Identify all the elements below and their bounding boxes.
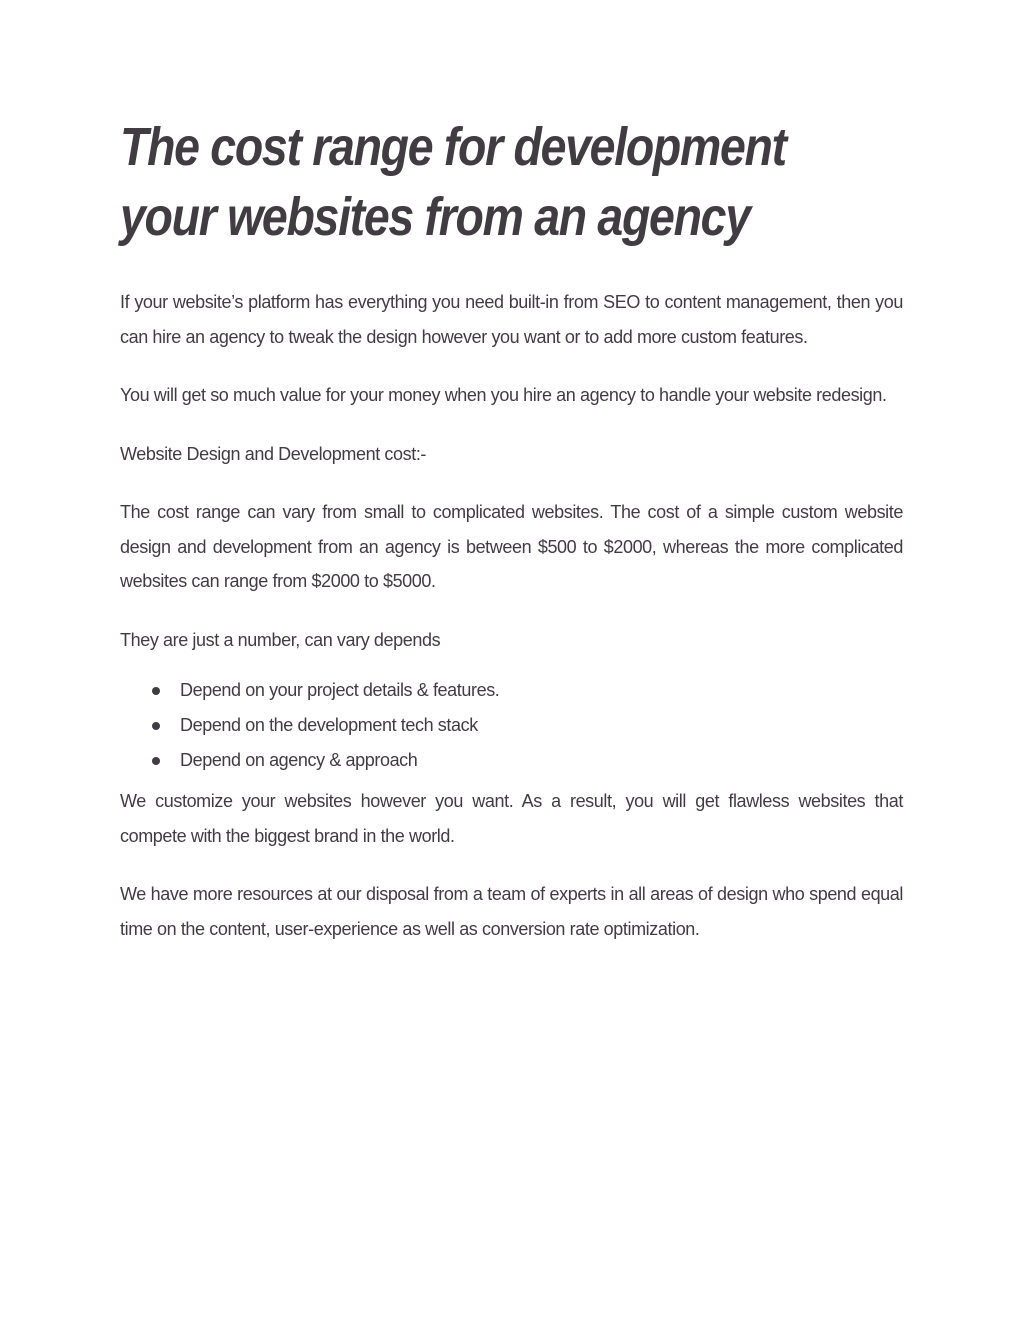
list-item-text: Depend on your project details & features. [180,680,500,700]
list-item [120,743,903,778]
paragraph-cost-heading: Website Design and Development cost:- [120,443,427,464]
title-line-2: your websites from an agency [120,187,750,247]
paragraph-cost-range: The cost range can vary from small to complicated websites. The cost of a simple custom website design and development from an agency is between $500 to $2000, whereas the more complicated websites can range from $2000 to $5000. [120,502,903,591]
list-item [120,708,903,743]
paragraph-value: You will get so much value for your money when you hire an agency to handle your website redesign. [120,385,887,405]
paragraph-resources: We have more resources at our disposal from a team of experts in all areas of design who spend equal time on the content, user-experience as well as conversion rate optimization. [120,884,903,939]
bullet-dot-icon [152,757,160,765]
title-line-1: The cost range for development [120,117,786,177]
bullet-list [120,673,903,778]
paragraph-numbers: They are just a number, can vary depends [120,629,441,650]
paragraph-customize: We customize your websites however you want. As a result, you will get flawless websites that compete with the biggest brand in the world. [120,791,903,846]
paragraph-intro: If your website’s platform has everything you need built-in from SEO to content management, then you can hire an agency to tweak the design however you want or to add more custom features. [120,292,903,347]
bullet-dot-icon [152,687,160,695]
list-item-text: Depend on the development tech stack [180,715,478,735]
list-item [120,673,903,708]
page-title [120,112,808,252]
bullet-dot-icon [152,722,160,730]
list-item-text: Depend on agency & approach [180,750,418,770]
document-body [120,285,903,970]
